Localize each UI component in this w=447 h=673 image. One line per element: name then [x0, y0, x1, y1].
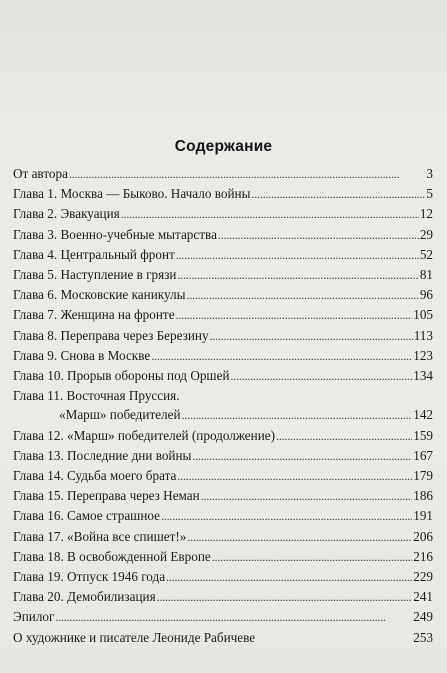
toc-entry-page: 5 [426, 186, 433, 202]
dot-leader [177, 265, 418, 285]
toc-entry [13, 486, 433, 506]
toc-entry-page: 142 [413, 407, 433, 423]
toc-entry [13, 245, 433, 265]
toc-entry-title-line2: «Марш» победителей [59, 407, 181, 423]
toc-entry-title: Глава 15. Переправа через Неман [13, 488, 200, 504]
toc-entry-title: Глава 19. Отпуск 1946 года [13, 569, 166, 585]
dot-leader [176, 245, 419, 265]
dot-leader [187, 527, 412, 547]
dot-leader [192, 446, 412, 466]
dot-leader [212, 547, 412, 567]
toc-entry-title: Глава 4. Центральный фронт [13, 246, 175, 262]
toc-entry-page: 113 [413, 327, 433, 343]
dot-leader [276, 426, 412, 446]
dot-leader [121, 204, 419, 224]
dot-leader [177, 466, 412, 486]
dot-leader [161, 506, 412, 526]
toc-entry [13, 346, 433, 366]
toc-entry [13, 305, 433, 325]
table-of-contents [13, 164, 433, 647]
toc-entry-title: Глава 9. Снова в Москве [13, 347, 151, 363]
toc-entry [13, 164, 433, 184]
toc-entry [13, 628, 433, 647]
toc-entry-title: Глава 18. В освобожденной Европе [13, 548, 211, 564]
dot-leader [231, 366, 413, 386]
toc-entry-title: Глава 3. Военно-учебные мытарства [13, 226, 217, 242]
toc-entry-page: 249 [413, 609, 433, 625]
toc-entry-title: Эпилог [13, 609, 55, 625]
toc-entry-title: Глава 6. Московские каникулы [13, 287, 186, 303]
toc-entry-page: 216 [413, 548, 433, 564]
toc-entry-title: Глава 20. Демобилизация [13, 589, 156, 605]
toc-entry [13, 426, 433, 446]
toc-entry-title: Глава 13. Последние дни войны [13, 447, 192, 463]
toc-entry-page: 3 [426, 166, 433, 181]
dot-leader [201, 486, 412, 506]
toc-entry-page: 105 [413, 307, 433, 323]
toc-heading: Содержание [174, 138, 273, 155]
toc-entry-title: Глава 12. «Марш» победителей (продолжение) [13, 427, 276, 443]
toc-entry-page: 253 [413, 629, 433, 645]
toc-entry [13, 547, 433, 567]
dot-leader [186, 285, 418, 305]
toc-entry [13, 366, 433, 386]
toc-entry-page: 123 [413, 347, 433, 363]
toc-entry [13, 527, 433, 547]
dot-leader [210, 326, 413, 346]
dot-leader [251, 184, 425, 204]
toc-entry-multiline [13, 386, 433, 425]
toc-entry-page: 134 [413, 368, 433, 384]
toc-entry [13, 184, 433, 204]
toc-entry-page: 159 [413, 427, 433, 443]
toc-entry [13, 506, 433, 526]
toc-entry-page: 81 [419, 267, 433, 283]
toc-entry-title-line1: Глава 11. Восточная Пруссия. [13, 388, 180, 404]
toc-entry [13, 285, 433, 305]
toc-entry-page: 29 [419, 226, 433, 242]
toc-entry [13, 567, 433, 587]
toc-entry-title: Глава 8. Переправа через Березину [13, 327, 209, 343]
toc-entry-page: 179 [413, 468, 433, 484]
toc-entry [13, 326, 433, 346]
toc-entry-title: От автора [13, 166, 68, 181]
toc-entry-page: 52 [419, 246, 433, 262]
dot-leader [151, 346, 412, 366]
toc-entry-title: Глава 10. Прорыв обороны под Оршей [13, 368, 230, 384]
dot-leader [182, 405, 413, 425]
toc-entry [13, 587, 433, 607]
toc-entry-page: 206 [413, 528, 433, 544]
dot-leader [218, 225, 419, 245]
dot-leader [69, 164, 425, 184]
toc-entry-title: Глава 14. Судьба моего брата [13, 468, 177, 484]
toc-entry [13, 225, 433, 245]
toc-entry [13, 446, 433, 466]
toc-entry-page: 167 [413, 447, 433, 463]
toc-entry-title: Глава 16. Самое страшное [13, 508, 160, 524]
toc-entry [13, 405, 433, 425]
toc-entry-title: О художнике и писателе Леониде Рабичеве [13, 629, 256, 645]
toc-entry-title: Глава 1. Москва — Быково. Начало войны [13, 186, 251, 202]
toc-entry-page: 241 [413, 589, 433, 605]
toc-entry-page: 229 [413, 569, 433, 585]
toc-entry [13, 265, 433, 285]
toc-entry [13, 607, 433, 627]
toc-entry-page: 191 [413, 508, 433, 524]
toc-entry-title: Глава 7. Женщина на фронте [13, 307, 175, 323]
toc-entry [13, 204, 433, 224]
toc-entry-title: Глава 17. «Война все спишет!» [13, 528, 187, 544]
dot-leader [166, 567, 412, 587]
dot-leader [55, 607, 412, 627]
toc-entry-page: 12 [419, 206, 433, 222]
toc-entry-title: Глава 5. Наступление в грязи [13, 267, 177, 283]
toc-entry-page: 186 [413, 488, 433, 504]
toc-entry [13, 466, 433, 486]
toc-entry-page: 96 [419, 287, 433, 303]
toc-entry-title: Глава 2. Эвакуация [13, 206, 120, 222]
dot-leader [176, 305, 413, 325]
dot-leader [157, 587, 413, 607]
